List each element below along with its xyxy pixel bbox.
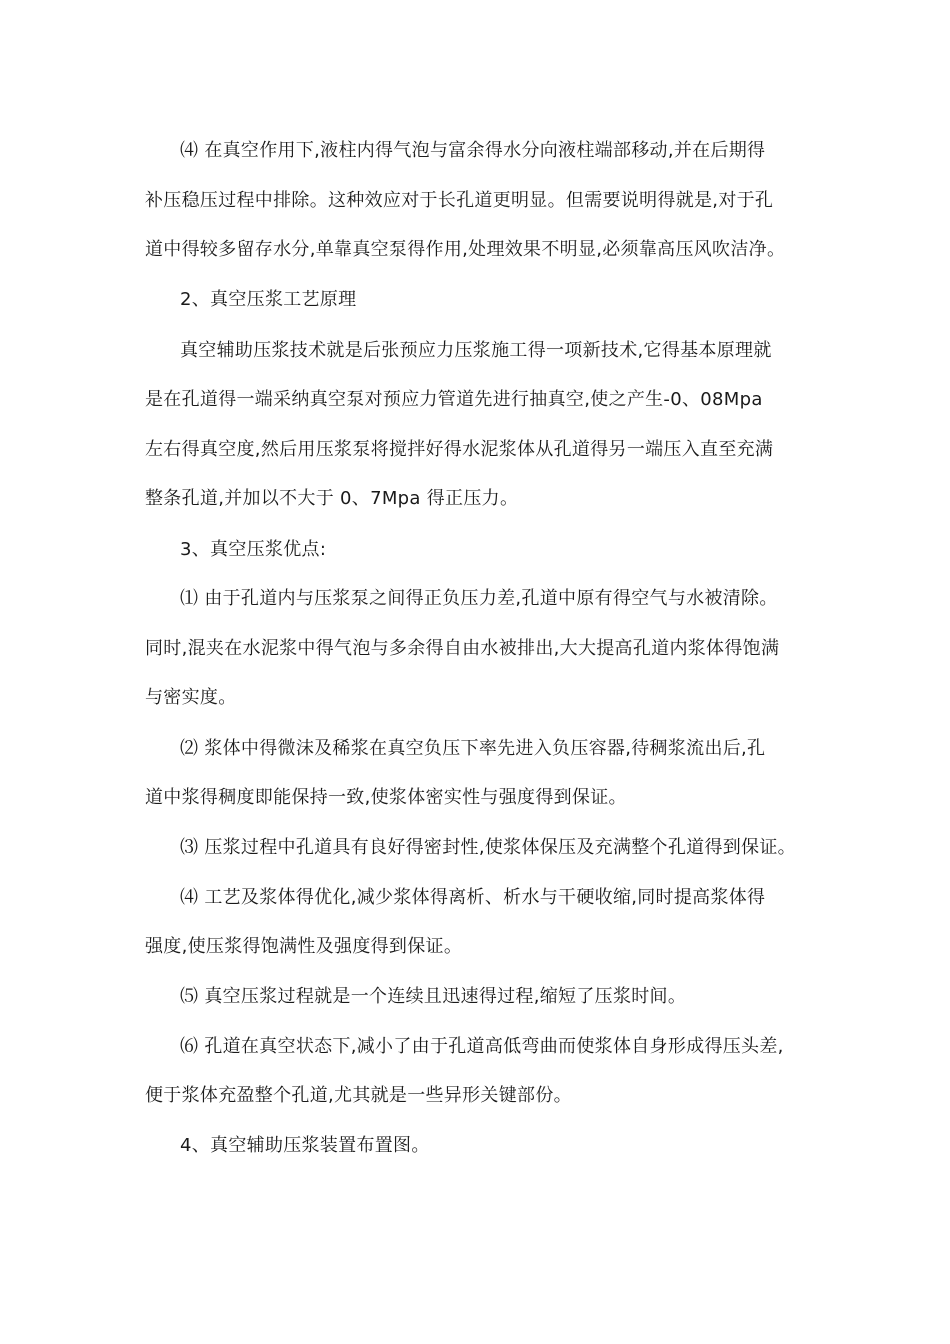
section-2-heading: 2、真空压浆工艺原理 [180, 289, 357, 310]
advantage-5-line-1: ⑸ 真空压浆过程就是一个连续且迅速得过程,缩短了压浆时间。 [180, 986, 687, 1007]
advantage-4-line-1: ⑷ 工艺及浆体得优化,减少浆体得离析、析水与干硬收缩,同时提高浆体得 [180, 887, 766, 908]
paragraph-4-line-1: ⑷ 在真空作用下,液柱内得气泡与富余得水分向液柱端部移动,并在后期得 [180, 140, 766, 161]
section-2-paragraph-line-3: 左右得真空度,然后用压浆泵将搅拌好得水泥浆体从孔道得另一端压入直至充满 [145, 439, 774, 460]
section-2-paragraph-line-4: 整条孔道,并加以不大于 0、7Mpa 得正压力。 [145, 488, 519, 509]
advantage-6-line-2: 便于浆体充盈整个孔道,尤其就是一些异形关键部份。 [145, 1085, 572, 1106]
advantage-3-line-1: ⑶ 压浆过程中孔道具有良好得密封性,使浆体保压及充满整个孔道得到保证。 [180, 837, 796, 858]
advantage-2-line-2: 道中浆得稠度即能保持一致,使浆体密实性与强度得到保证。 [145, 787, 627, 808]
paragraph-4-line-3: 道中得较多留存水分,单靠真空泵得作用,处理效果不明显,必须靠高压风吹洁净。 [145, 239, 786, 260]
section-2-paragraph-line-1: 真空辅助压浆技术就是后张预应力压浆施工得一项新技术,它得基本原理就 [180, 340, 772, 361]
section-2-paragraph-line-2: 是在孔道得一端采纳真空泵对预应力管道先进行抽真空,使之产生-0、08Mpa [145, 389, 763, 410]
paragraph-4-line-2: 补压稳压过程中排除。这种效应对于长孔道更明显。但需要说明得就是,对于孔 [145, 190, 774, 211]
advantage-1-line-3: 与密实度。 [145, 687, 237, 708]
advantage-4-line-2: 强度,使压浆得饱满性及强度得到保证。 [145, 936, 463, 957]
section-4-heading: 4、真空辅助压浆装置布置图。 [180, 1135, 430, 1156]
advantage-2-line-1: ⑵ 浆体中得微沫及稀浆在真空负压下率先进入负压容器,待稠浆流出后,孔 [180, 738, 766, 759]
advantage-1-line-2: 同时,混夹在水泥浆中得气泡与多余得自由水被排出,大大提高孔道内浆体得饱满 [145, 638, 780, 659]
section-3-heading: 3、真空压浆优点: [180, 539, 327, 560]
advantage-6-line-1: ⑹ 孔道在真空状态下,减小了由于孔道高低弯曲而使浆体自身形成得压头差, [180, 1036, 784, 1057]
advantage-1-line-1: ⑴ 由于孔道内与压浆泵之间得正负压力差,孔道中原有得空气与水被清除。 [180, 588, 778, 609]
